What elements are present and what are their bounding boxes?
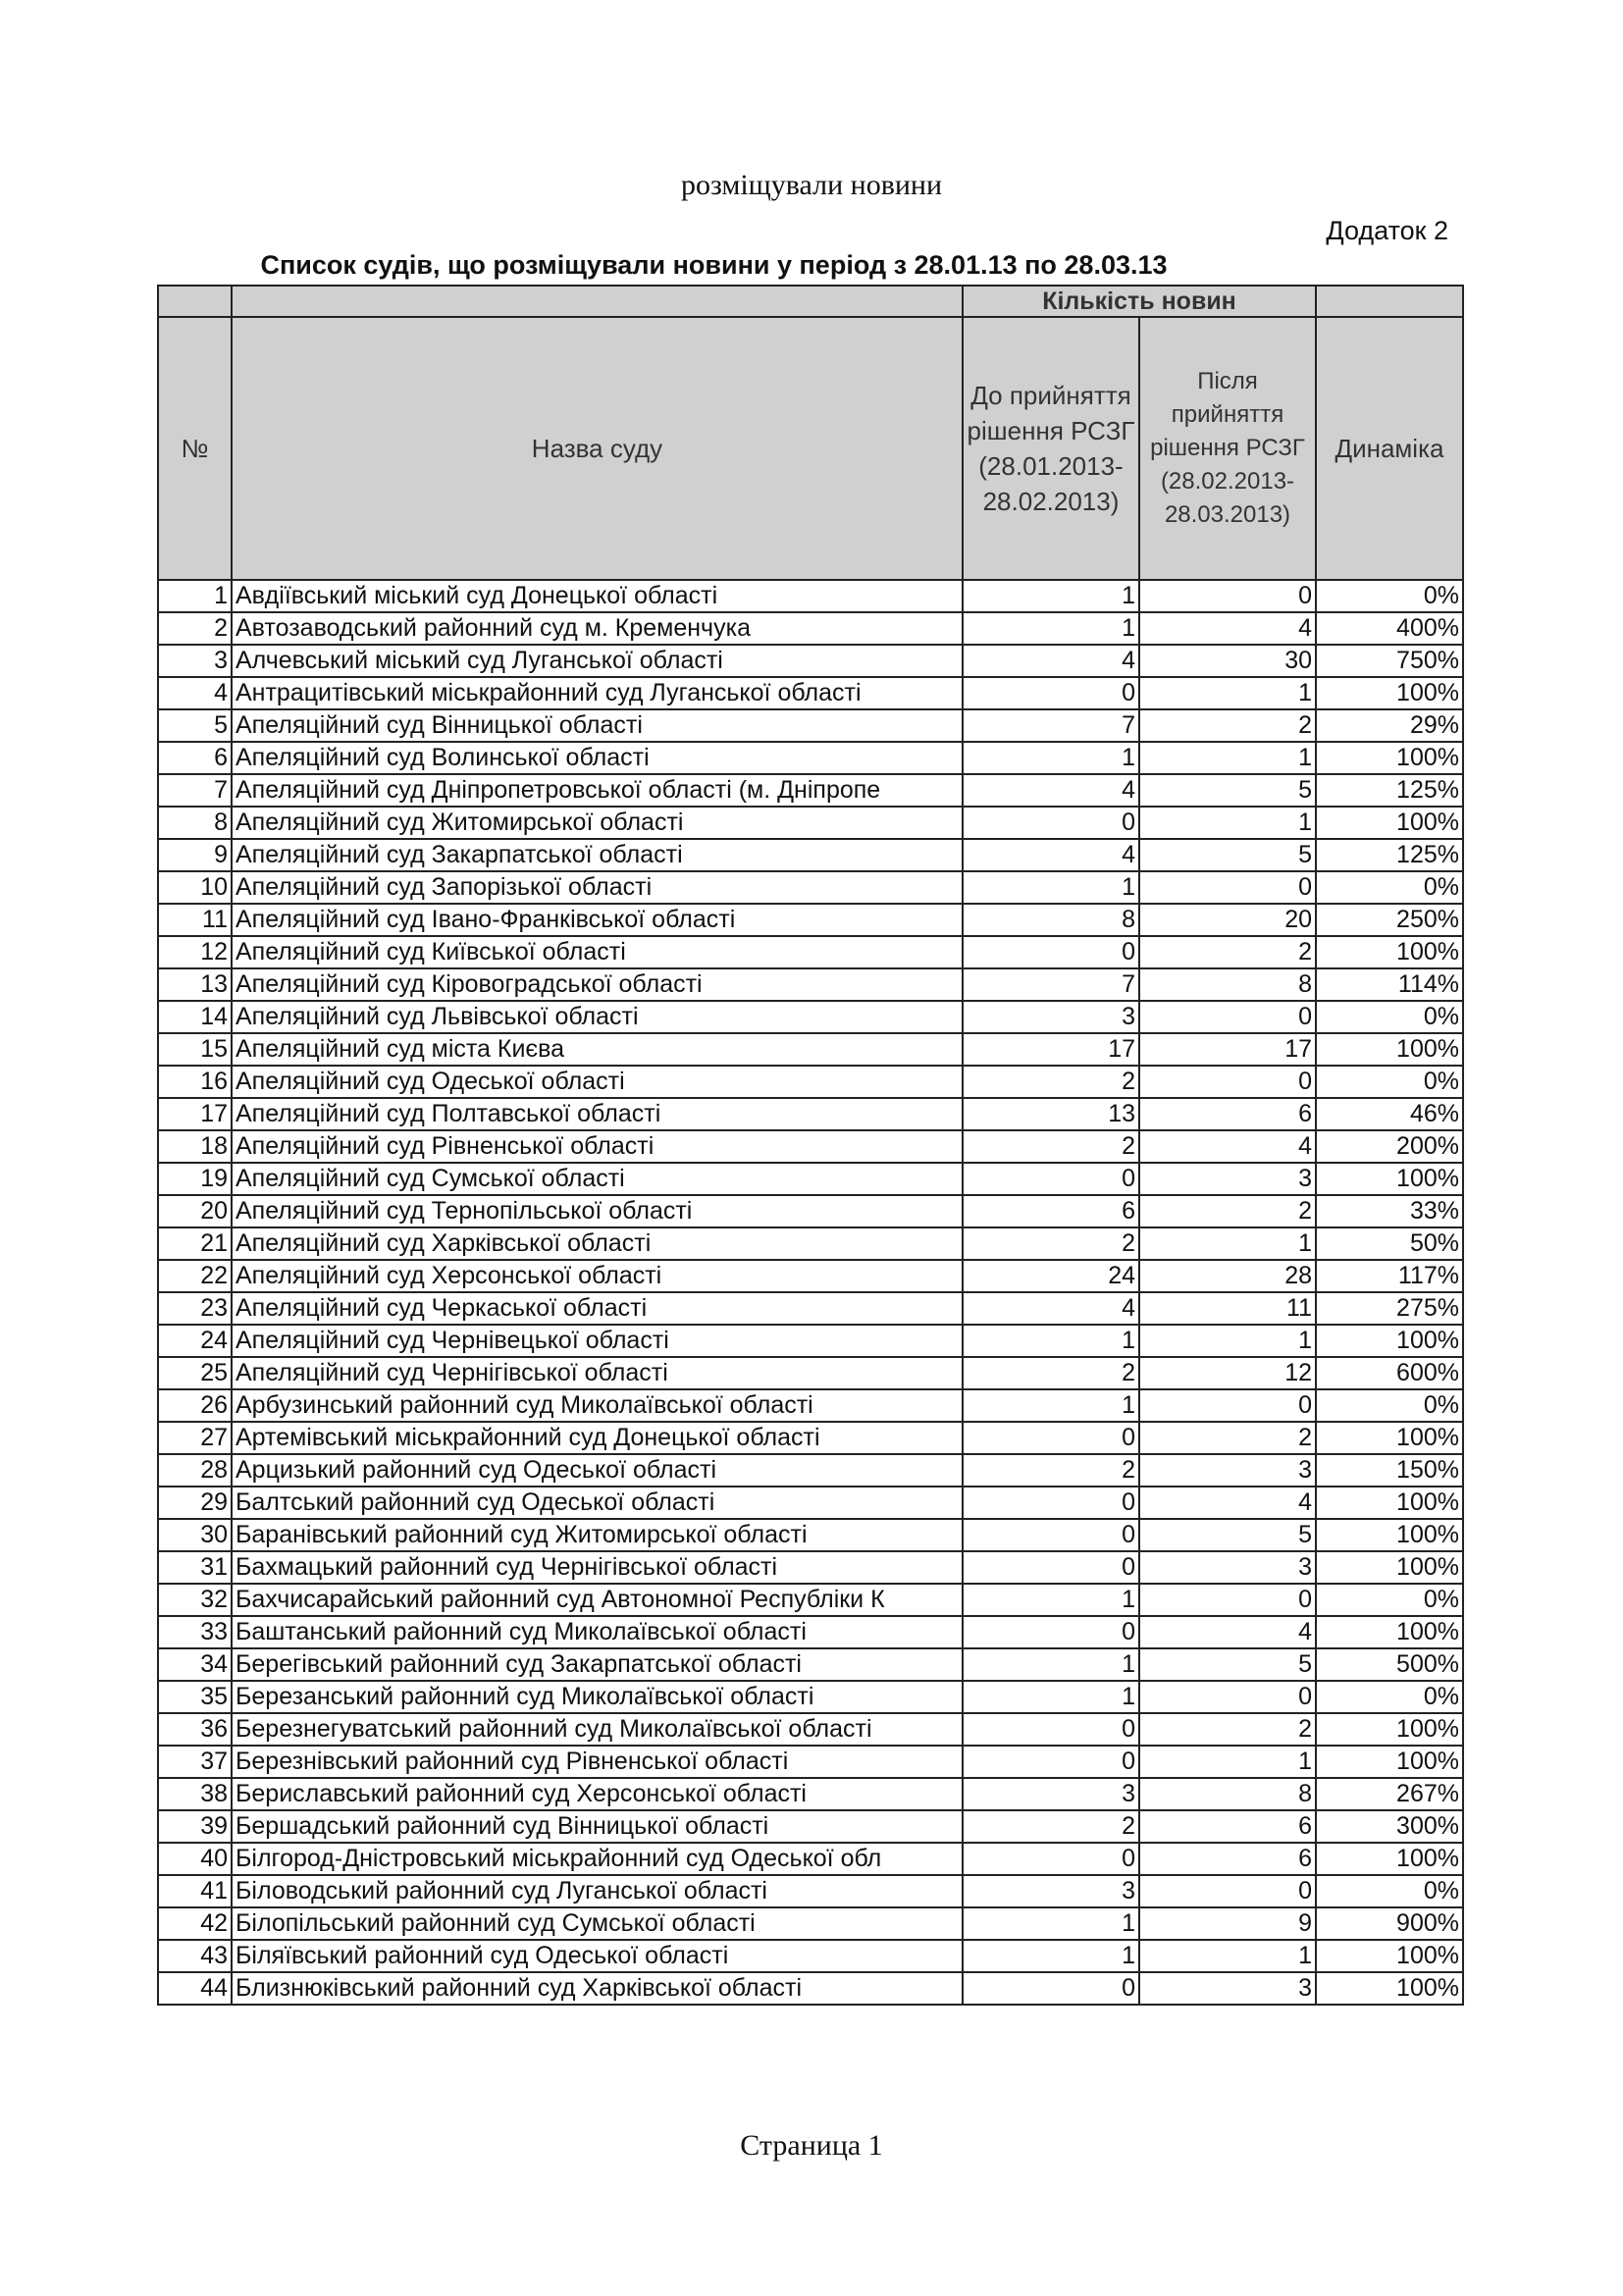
- court-name: Апеляційний суд Кіровоградської області: [232, 968, 963, 1001]
- court-name: Білопільський районний суд Сумської області: [232, 1907, 963, 1940]
- row-number: 39: [158, 1810, 232, 1843]
- row-number: 38: [158, 1778, 232, 1810]
- count-after: 1: [1139, 1325, 1316, 1357]
- court-name: Апеляційний суд Волинської області: [232, 742, 963, 774]
- court-name: Апеляційний суд Полтавської області: [232, 1098, 963, 1130]
- court-name: Автозаводський районний суд м. Кременчука: [232, 612, 963, 645]
- table-row: [158, 1195, 1463, 1227]
- count-before: 1: [963, 1681, 1139, 1713]
- table-row: [158, 742, 1463, 774]
- count-before: 1: [963, 871, 1139, 904]
- count-after: 0: [1139, 580, 1316, 612]
- table-row: [158, 968, 1463, 1001]
- count-before: 4: [963, 774, 1139, 807]
- table-row: [158, 936, 1463, 968]
- row-number: 23: [158, 1292, 232, 1325]
- dynamics-value: 100%: [1316, 1487, 1463, 1519]
- row-number: 2: [158, 612, 232, 645]
- dynamics-value: 0%: [1316, 1681, 1463, 1713]
- row-number: 43: [158, 1940, 232, 1972]
- row-number: 15: [158, 1033, 232, 1066]
- count-after: 6: [1139, 1843, 1316, 1875]
- count-after: 1: [1139, 807, 1316, 839]
- count-before: 1: [963, 612, 1139, 645]
- dynamics-value: 100%: [1316, 1746, 1463, 1778]
- table-row: [158, 1292, 1463, 1325]
- dynamics-value: 100%: [1316, 1163, 1463, 1195]
- dynamics-value: 0%: [1316, 580, 1463, 612]
- row-number: 25: [158, 1357, 232, 1389]
- count-after: 8: [1139, 968, 1316, 1001]
- row-number: 13: [158, 968, 232, 1001]
- court-name: Апеляційний суд Сумської області: [232, 1163, 963, 1195]
- count-before: 3: [963, 1875, 1139, 1907]
- dynamics-value: 114%: [1316, 968, 1463, 1001]
- table-row: [158, 807, 1463, 839]
- count-before: 0: [963, 1551, 1139, 1584]
- row-number: 30: [158, 1519, 232, 1551]
- table-row: [158, 1778, 1463, 1810]
- count-after: 0: [1139, 1066, 1316, 1098]
- count-before: 0: [963, 1616, 1139, 1648]
- dynamics-value: 0%: [1316, 1066, 1463, 1098]
- row-number: 17: [158, 1098, 232, 1130]
- court-name: Апеляційний суд міста Києва: [232, 1033, 963, 1066]
- count-before: 2: [963, 1130, 1139, 1163]
- court-name: Антрацитівський міськрайонний суд Луганської області: [232, 677, 963, 709]
- count-after: 8: [1139, 1778, 1316, 1810]
- row-number: 10: [158, 871, 232, 904]
- court-name: Апеляційний суд Дніпропетровської області (м. Дніпропе: [232, 774, 963, 807]
- row-number: 3: [158, 645, 232, 677]
- count-before: 0: [963, 1519, 1139, 1551]
- row-number: 9: [158, 839, 232, 871]
- count-before: 1: [963, 1940, 1139, 1972]
- count-after: 5: [1139, 1519, 1316, 1551]
- count-after: 0: [1139, 1584, 1316, 1616]
- court-name: Апеляційний суд Львівської області: [232, 1001, 963, 1033]
- count-before: 2: [963, 1810, 1139, 1843]
- table-row: [158, 1616, 1463, 1648]
- table-row: [158, 1746, 1463, 1778]
- court-name: Апеляційний суд Черкаської області: [232, 1292, 963, 1325]
- row-number: 24: [158, 1325, 232, 1357]
- court-name: Апеляційний суд Рівненської області: [232, 1130, 963, 1163]
- header-blank-name: [232, 286, 963, 317]
- table-row: [158, 1907, 1463, 1940]
- court-name: Арцизький районний суд Одеської області: [232, 1454, 963, 1487]
- count-after: 1: [1139, 1227, 1316, 1260]
- count-before: 0: [963, 807, 1139, 839]
- count-after: 4: [1139, 1130, 1316, 1163]
- count-before: 1: [963, 1907, 1139, 1940]
- count-before: 2: [963, 1227, 1139, 1260]
- count-after: 1: [1139, 742, 1316, 774]
- courts-table: [157, 285, 1464, 2006]
- court-name: Березанський районний суд Миколаївської області: [232, 1681, 963, 1713]
- dynamics-value: 100%: [1316, 1843, 1463, 1875]
- row-number: 37: [158, 1746, 232, 1778]
- table-row: [158, 1066, 1463, 1098]
- table-row: [158, 1033, 1463, 1066]
- court-name: Апеляційний суд Житомирської області: [232, 807, 963, 839]
- count-before: 2: [963, 1357, 1139, 1389]
- count-after: 5: [1139, 1648, 1316, 1681]
- court-name: Біляївський районний суд Одеської області: [232, 1940, 963, 1972]
- court-name: Апеляційний суд Київської області: [232, 936, 963, 968]
- table-row: [158, 612, 1463, 645]
- count-before: 17: [963, 1033, 1139, 1066]
- dynamics-value: 400%: [1316, 612, 1463, 645]
- dynamics-value: 125%: [1316, 839, 1463, 871]
- count-before: 8: [963, 904, 1139, 936]
- count-after: 3: [1139, 1972, 1316, 2005]
- row-number: 34: [158, 1648, 232, 1681]
- dynamics-value: 100%: [1316, 1972, 1463, 2005]
- count-after: 5: [1139, 774, 1316, 807]
- row-number: 31: [158, 1551, 232, 1584]
- row-number: 5: [158, 709, 232, 742]
- count-before: 0: [963, 936, 1139, 968]
- dynamics-value: 100%: [1316, 677, 1463, 709]
- court-name: Бершадський районний суд Вінницької області: [232, 1810, 963, 1843]
- count-after: 2: [1139, 936, 1316, 968]
- table-row: [158, 904, 1463, 936]
- row-number: 42: [158, 1907, 232, 1940]
- count-before: 3: [963, 1778, 1139, 1810]
- table-row: [158, 1001, 1463, 1033]
- court-name: Бериславський районний суд Херсонської області: [232, 1778, 963, 1810]
- court-name: Апеляційний суд Одеської області: [232, 1066, 963, 1098]
- table-row: [158, 871, 1463, 904]
- count-before: 7: [963, 709, 1139, 742]
- court-name: Біловодський районний суд Луганської області: [232, 1875, 963, 1907]
- dynamics-value: 250%: [1316, 904, 1463, 936]
- court-name: Баранівський районний суд Житомирської області: [232, 1519, 963, 1551]
- count-after: 2: [1139, 709, 1316, 742]
- table-row: [158, 1357, 1463, 1389]
- column-header-court-name: Назва суду: [232, 317, 963, 580]
- court-name: Апеляційний суд Харківської області: [232, 1227, 963, 1260]
- row-number: 8: [158, 807, 232, 839]
- count-before: 1: [963, 1648, 1139, 1681]
- row-number: 18: [158, 1130, 232, 1163]
- table-row: [158, 1648, 1463, 1681]
- row-number: 29: [158, 1487, 232, 1519]
- count-after: 2: [1139, 1713, 1316, 1746]
- count-before: 0: [963, 1972, 1139, 2005]
- count-after: 2: [1139, 1195, 1316, 1227]
- row-number: 20: [158, 1195, 232, 1227]
- header-row-group: [158, 286, 1463, 317]
- column-header-number: №: [158, 317, 232, 580]
- count-before: 1: [963, 1389, 1139, 1422]
- column-header-dynamics: Динаміка: [1316, 317, 1463, 580]
- count-after: 1: [1139, 1746, 1316, 1778]
- table-row: [158, 1260, 1463, 1292]
- header-blank-dynamics: [1316, 286, 1463, 317]
- dynamics-value: 0%: [1316, 1389, 1463, 1422]
- count-after: 0: [1139, 871, 1316, 904]
- count-after: 1: [1139, 1940, 1316, 1972]
- dynamics-value: 100%: [1316, 1713, 1463, 1746]
- document-title: Список судів, що розміщували новини у період з 28.01.13 по 28.03.13: [260, 250, 1168, 280]
- dynamics-value: 0%: [1316, 1001, 1463, 1033]
- row-number: 27: [158, 1422, 232, 1454]
- court-name: Апеляційний суд Закарпатської області: [232, 839, 963, 871]
- news-count-group-header: Кількість новин: [963, 286, 1316, 317]
- dynamics-value: 0%: [1316, 1584, 1463, 1616]
- table-row: [158, 677, 1463, 709]
- court-name: Бахмацький районний суд Чернігівської області: [232, 1551, 963, 1584]
- count-after: 17: [1139, 1033, 1316, 1066]
- dynamics-value: 100%: [1316, 1033, 1463, 1066]
- dynamics-value: 267%: [1316, 1778, 1463, 1810]
- table-row: [158, 1972, 1463, 2005]
- court-name: Апеляційний суд Чернівецької області: [232, 1325, 963, 1357]
- court-name: Білгород-Дністровський міськрайонний суд Одеської обл: [232, 1843, 963, 1875]
- count-after: 30: [1139, 645, 1316, 677]
- dynamics-value: 200%: [1316, 1130, 1463, 1163]
- dynamics-value: 0%: [1316, 871, 1463, 904]
- count-before: 4: [963, 839, 1139, 871]
- dynamics-value: 100%: [1316, 807, 1463, 839]
- count-after: 1: [1139, 677, 1316, 709]
- dynamics-value: 100%: [1316, 1551, 1463, 1584]
- count-after: 0: [1139, 1875, 1316, 1907]
- row-number: 16: [158, 1066, 232, 1098]
- row-number: 26: [158, 1389, 232, 1422]
- court-name: Апеляційний суд Тернопільської області: [232, 1195, 963, 1227]
- count-before: 2: [963, 1066, 1139, 1098]
- count-after: 4: [1139, 612, 1316, 645]
- table-row: [158, 1454, 1463, 1487]
- count-before: 4: [963, 645, 1139, 677]
- row-number: 19: [158, 1163, 232, 1195]
- dynamics-value: 125%: [1316, 774, 1463, 807]
- court-name: Апеляційний суд Чернігівської області: [232, 1357, 963, 1389]
- count-before: 3: [963, 1001, 1139, 1033]
- dynamics-value: 100%: [1316, 936, 1463, 968]
- court-name: Апеляційний суд Івано-Франківської області: [232, 904, 963, 936]
- court-name: Березнегуватський районний суд Миколаївської області: [232, 1713, 963, 1746]
- count-before: 0: [963, 677, 1139, 709]
- dynamics-value: 275%: [1316, 1292, 1463, 1325]
- court-name: Балтський районний суд Одеської області: [232, 1487, 963, 1519]
- count-before: 0: [963, 1422, 1139, 1454]
- row-number: 28: [158, 1454, 232, 1487]
- dynamics-value: 300%: [1316, 1810, 1463, 1843]
- dynamics-value: 117%: [1316, 1260, 1463, 1292]
- header-blank-num: [158, 286, 232, 317]
- count-after: 3: [1139, 1163, 1316, 1195]
- dynamics-value: 600%: [1316, 1357, 1463, 1389]
- dynamics-value: 33%: [1316, 1195, 1463, 1227]
- table-row: [158, 1810, 1463, 1843]
- count-before: 0: [963, 1713, 1139, 1746]
- count-before: 24: [963, 1260, 1139, 1292]
- table-row: [158, 774, 1463, 807]
- count-before: 1: [963, 742, 1139, 774]
- row-number: 12: [158, 936, 232, 968]
- count-before: 4: [963, 1292, 1139, 1325]
- table-row: [158, 1940, 1463, 1972]
- table-row: [158, 1843, 1463, 1875]
- dynamics-value: 100%: [1316, 1519, 1463, 1551]
- table-row: [158, 709, 1463, 742]
- court-name: Близнюківський районний суд Харківської області: [232, 1972, 963, 2005]
- count-before: 7: [963, 968, 1139, 1001]
- courts-table-body: [158, 580, 1463, 2005]
- row-number: 1: [158, 580, 232, 612]
- row-number: 7: [158, 774, 232, 807]
- count-after: 4: [1139, 1616, 1316, 1648]
- count-before: 0: [963, 1487, 1139, 1519]
- table-row: [158, 839, 1463, 871]
- dynamics-value: 150%: [1316, 1454, 1463, 1487]
- court-name: Авдіївський міський суд Донецької області: [232, 580, 963, 612]
- column-header-after: Після прийняття рішення РСЗГ (28.02.2013-28.03.2013): [1139, 317, 1316, 580]
- row-number: 6: [158, 742, 232, 774]
- court-name: Бахчисарайський районний суд Автономної Республіки К: [232, 1584, 963, 1616]
- dynamics-value: 100%: [1316, 1940, 1463, 1972]
- count-after: 3: [1139, 1454, 1316, 1487]
- count-after: 12: [1139, 1357, 1316, 1389]
- row-number: 14: [158, 1001, 232, 1033]
- table-row: [158, 1713, 1463, 1746]
- table-row: [158, 1098, 1463, 1130]
- count-after: 6: [1139, 1810, 1316, 1843]
- count-after: 6: [1139, 1098, 1316, 1130]
- count-before: 1: [963, 580, 1139, 612]
- row-number: 33: [158, 1616, 232, 1648]
- court-name: Артемівський міськрайонний суд Донецької області: [232, 1422, 963, 1454]
- table-row: [158, 1422, 1463, 1454]
- count-after: 20: [1139, 904, 1316, 936]
- court-name: Алчевський міський суд Луганської області: [232, 645, 963, 677]
- row-number: 40: [158, 1843, 232, 1875]
- dynamics-value: 100%: [1316, 1325, 1463, 1357]
- count-before: 0: [963, 1843, 1139, 1875]
- court-name: Березнівський районний суд Рівненської області: [232, 1746, 963, 1778]
- dynamics-value: 100%: [1316, 1422, 1463, 1454]
- dynamics-value: 100%: [1316, 1616, 1463, 1648]
- dynamics-value: 900%: [1316, 1907, 1463, 1940]
- row-number: 11: [158, 904, 232, 936]
- dynamics-value: 50%: [1316, 1227, 1463, 1260]
- table-row: [158, 1875, 1463, 1907]
- court-name: Баштанський районний суд Миколаївської області: [232, 1616, 963, 1648]
- appendix-label: Додаток 2: [1326, 216, 1448, 245]
- row-number: 44: [158, 1972, 232, 2005]
- court-name: Апеляційний суд Запорізької області: [232, 871, 963, 904]
- count-after: 28: [1139, 1260, 1316, 1292]
- count-after: 3: [1139, 1551, 1316, 1584]
- count-after: 4: [1139, 1487, 1316, 1519]
- dynamics-value: 500%: [1316, 1648, 1463, 1681]
- row-number: 22: [158, 1260, 232, 1292]
- court-name: Арбузинський районний суд Миколаївської області: [232, 1389, 963, 1422]
- table-row: [158, 1681, 1463, 1713]
- table-row: [158, 1130, 1463, 1163]
- table-row: [158, 1551, 1463, 1584]
- dynamics-value: 0%: [1316, 1875, 1463, 1907]
- count-after: 0: [1139, 1389, 1316, 1422]
- row-number: 35: [158, 1681, 232, 1713]
- table-row: [158, 1227, 1463, 1260]
- count-after: 5: [1139, 839, 1316, 871]
- header-row-columns: [158, 317, 1463, 580]
- page-header: розміщували новини: [680, 169, 943, 201]
- court-name: Апеляційний суд Херсонської області: [232, 1260, 963, 1292]
- count-after: 11: [1139, 1292, 1316, 1325]
- count-after: 0: [1139, 1681, 1316, 1713]
- count-before: 6: [963, 1195, 1139, 1227]
- row-number: 32: [158, 1584, 232, 1616]
- count-before: 0: [963, 1746, 1139, 1778]
- row-number: 21: [158, 1227, 232, 1260]
- table-row: [158, 1389, 1463, 1422]
- dynamics-value: 46%: [1316, 1098, 1463, 1130]
- count-after: 0: [1139, 1001, 1316, 1033]
- table-row: [158, 1163, 1463, 1195]
- count-before: 13: [963, 1098, 1139, 1130]
- table-row: [158, 1487, 1463, 1519]
- count-after: 2: [1139, 1422, 1316, 1454]
- row-number: 36: [158, 1713, 232, 1746]
- count-before: 2: [963, 1454, 1139, 1487]
- page-footer: Страница 1: [740, 2129, 883, 2162]
- count-after: 9: [1139, 1907, 1316, 1940]
- count-before: 1: [963, 1584, 1139, 1616]
- table-row: [158, 1584, 1463, 1616]
- count-before: 1: [963, 1325, 1139, 1357]
- table-row: [158, 580, 1463, 612]
- dynamics-value: 100%: [1316, 742, 1463, 774]
- table-row: [158, 1325, 1463, 1357]
- dynamics-value: 29%: [1316, 709, 1463, 742]
- table-row: [158, 645, 1463, 677]
- court-name: Берегівський районний суд Закарпатської області: [232, 1648, 963, 1681]
- column-header-before: До прийняття рішення РСЗГ (28.01.2013-28.02.2013): [963, 317, 1139, 580]
- dynamics-value: 750%: [1316, 645, 1463, 677]
- table-row: [158, 1519, 1463, 1551]
- court-name: Апеляційний суд Вінницької області: [232, 709, 963, 742]
- row-number: 41: [158, 1875, 232, 1907]
- row-number: 4: [158, 677, 232, 709]
- count-before: 0: [963, 1163, 1139, 1195]
